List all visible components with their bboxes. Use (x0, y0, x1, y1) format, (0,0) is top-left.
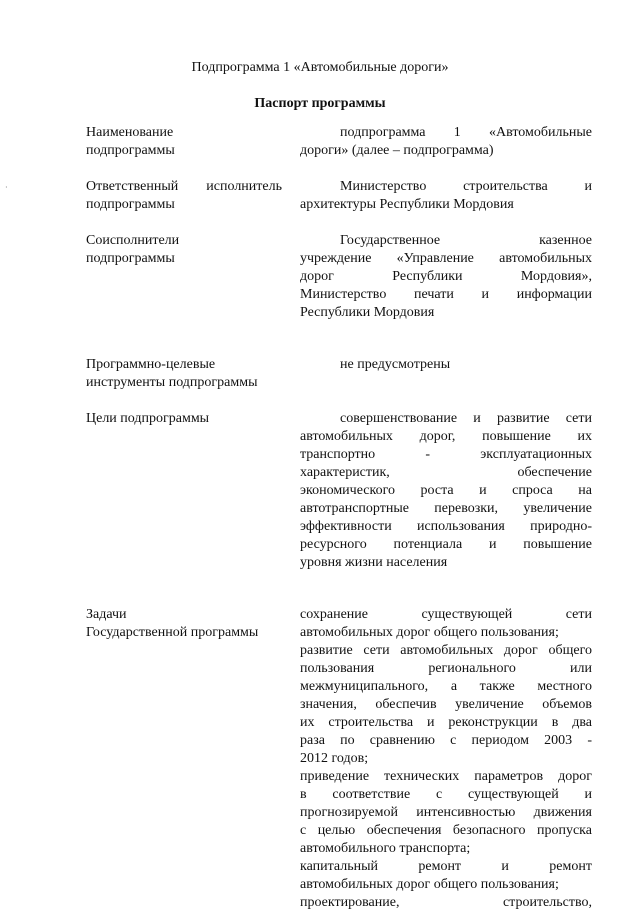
label-line: Ответственный исполнитель (86, 179, 282, 194)
row-label (86, 410, 282, 572)
label-line: Соисполнители (86, 233, 180, 248)
value-line: автомобильных дорог, повышение их (300, 429, 592, 444)
value-line: экономического роста и спроса на (300, 483, 592, 498)
value-line: Республики Мордовия (300, 305, 435, 320)
value-line: автомобильных дорог общего пользования; (300, 625, 559, 640)
value-line: пользования регионального или (300, 661, 592, 676)
passport-row-goals (86, 410, 592, 572)
value-line: Министерство строительства и (340, 179, 592, 194)
value-line: архитектуры Республики Мордовия (300, 197, 514, 212)
value-line: раза по сравнению с периодом 2003 - (300, 733, 592, 748)
label-line: Задачи (86, 607, 127, 622)
value-line: Государственное казенное (340, 233, 592, 248)
label-line: подпрограммы (86, 197, 175, 212)
value-line: в соответствие с существующей и (300, 787, 592, 802)
value-line: совершенствование и развитие сети (340, 411, 592, 426)
label-line: Наименование (86, 125, 174, 140)
value-line: приведение технических параметров дорог (300, 769, 592, 784)
value-line: подпрограмма 1 «Автомобильные (340, 125, 592, 140)
value-line: не предусмотрены (340, 357, 451, 372)
value-line: Министерство печати и информации (300, 287, 592, 302)
value-line: межмуниципального, а также местного (300, 679, 592, 694)
value-line: эффективности использования природно- (300, 519, 592, 534)
row-label (86, 232, 282, 322)
label-line: инструменты подпрограммы (86, 375, 258, 390)
row-value (300, 124, 592, 160)
passport-row-tasks (86, 606, 592, 912)
row-value (300, 178, 592, 214)
value-line: с целью обеспечения безопасного пропуска (300, 823, 592, 838)
passport-row-executor (86, 178, 592, 214)
value-line: характеристик, обеспечение (300, 465, 592, 480)
label-line: подпрограммы (86, 251, 175, 266)
label-line: Государственной программы (86, 625, 259, 640)
value-line: автотранспортные перевозки, увеличение (300, 501, 592, 516)
label-line: подпрограммы (86, 143, 175, 158)
row-value (300, 232, 592, 322)
value-line: 2012 годов; (300, 751, 369, 766)
value-line: проектирование, строительство, (300, 895, 592, 910)
value-line: автомобильных дорог общего пользования; (300, 877, 559, 892)
value-line: дороги» (далее – подпрограмма) (300, 143, 494, 158)
value-line: уровня жизни населения (300, 555, 448, 570)
value-line: значения, обеспечив увеличение объемов (300, 697, 592, 712)
row-value (300, 356, 592, 392)
value-line: капитальный ремонт и ремонт (300, 859, 592, 874)
passport-title: Паспорт программы (254, 96, 386, 111)
value-line: транспортно - эксплуатационных (300, 447, 592, 462)
value-line: сохранение существующей сети (300, 607, 592, 622)
scan-mark: · (5, 183, 8, 192)
row-label (86, 606, 282, 912)
value-line: их строительства и реконструкции в два (300, 715, 592, 730)
value-line: дорог Республики Мордовия», (300, 269, 592, 284)
passport-row-coexecutors (86, 232, 592, 322)
row-value (300, 606, 592, 912)
value-line: прогнозируемой интенсивностью движения (300, 805, 592, 820)
label-line: Программно-целевые (86, 357, 216, 372)
row-label (86, 178, 282, 214)
value-line: учреждение «Управление автомобильных (300, 251, 592, 266)
passport-row-name (86, 124, 592, 160)
passport-table (86, 124, 592, 912)
subprogram-title: Подпрограмма 1 «Автомобильные дороги» (191, 60, 449, 75)
passport-row-instruments (86, 356, 592, 392)
label-line: Цели подпрограммы (86, 411, 210, 426)
value-line: автомобильного транспорта; (300, 841, 471, 856)
row-value (300, 410, 592, 572)
row-label (86, 124, 282, 160)
row-label (86, 356, 282, 392)
value-line: ресурсного потенциала и повышение (300, 537, 592, 552)
value-line: развитие сети автомобильных дорог общего (300, 643, 592, 658)
